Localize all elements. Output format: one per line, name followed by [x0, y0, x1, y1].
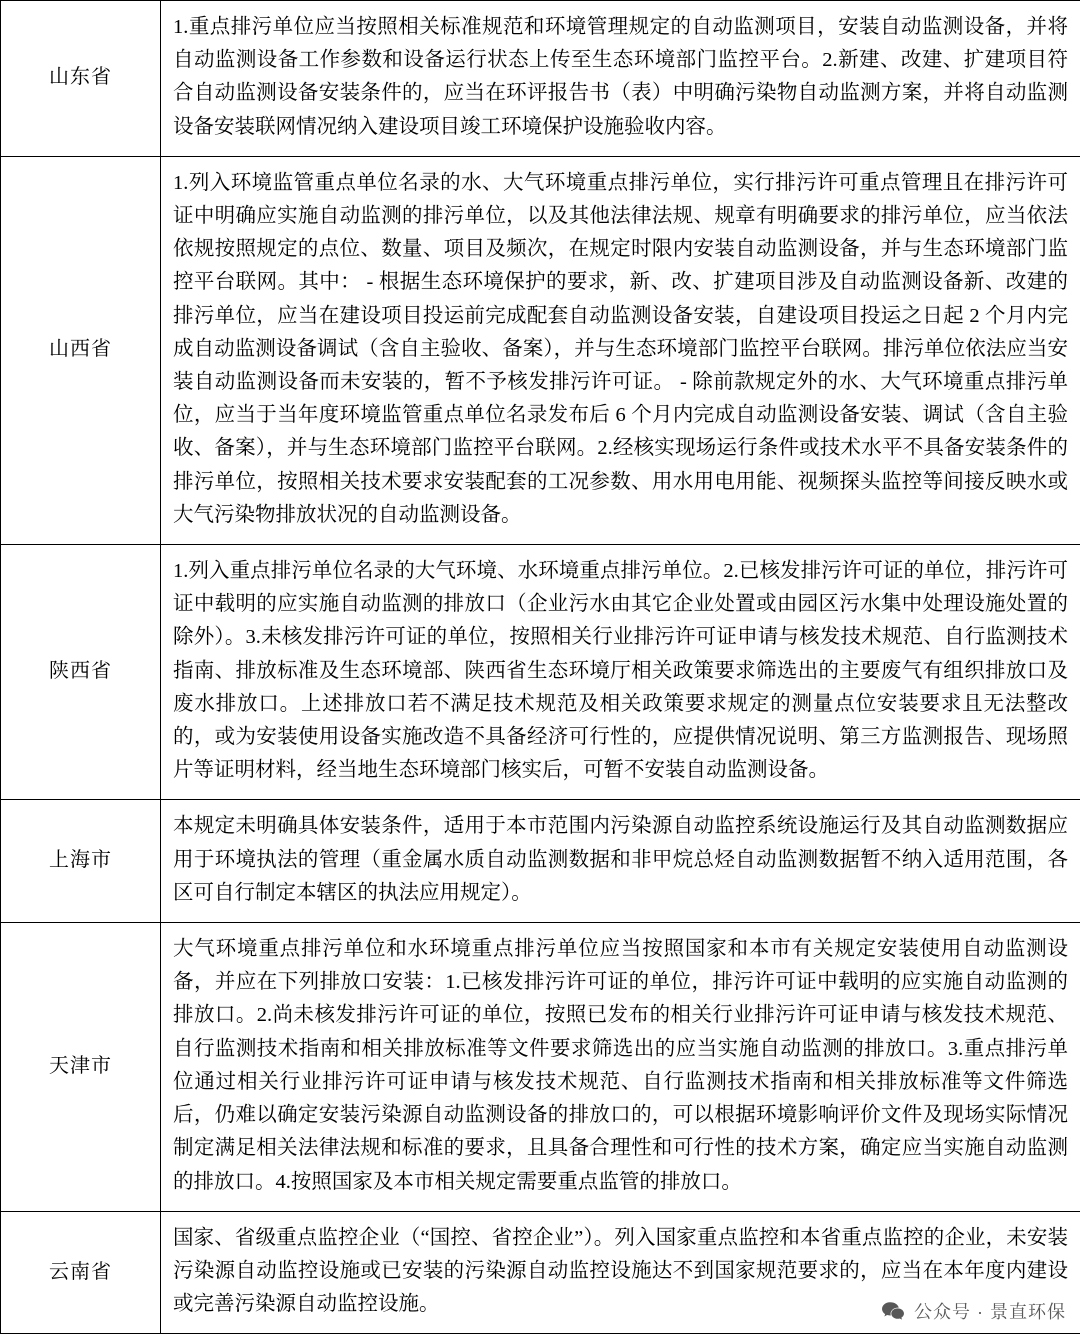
province-cell: 山西省: [1, 156, 161, 544]
content-cell: [161, 923, 1080, 1212]
table-body: [1, 1, 1080, 1334]
content-cell: [161, 545, 1080, 800]
table-row: [1, 1211, 1080, 1334]
content-text: 大气环境重点排污单位和水环境重点排污单位应当按照国家和本市有关规定安装使用自动监测设备，并应在下列排放口安装：1.已核发排污许可证的单位，排污许可证中载明的应实施自动监测的排放口。2.尚未核发排污许可证的单位，按照已发布的相关行业排污许可证申请与核发技术规范、自行监测技术指南和相关排放标准等文件要求筛选出的应当实施自动监测的排放口。3.重点排污单位通过相关行业排污许可证申请与核发技术规范、自行监测技术指南和相关排放标准等文件筛选后，仍难以确定安装污染源自动监测设备的排放口的，可以根据环境影响评价文件及现场实际情况制定满足相关法律法规和标准的要求，且具备合理性和可行性的技术方案，确定应当实施自动监测的排放口。4.按照国家及本市相关规定需要重点监管的排放口。: [173, 933, 1068, 1199]
content-text: 国家、省级重点监控企业（“国控、省控企业”）。列入国家重点监控和本省重点监控的企业，未安装污染源自动监控设施或已安装的污染源自动监控设施达不到国家规范要求的，应当在本年度内建设或完善污染源自动监控设施。: [173, 1222, 1068, 1322]
table-row: [1, 1, 1080, 157]
province-cell: 山东省: [1, 1, 161, 157]
table-row: [1, 545, 1080, 800]
content-text: 本规定未明确具体安装条件，适用于本市范围内污染源自动监控系统设施运行及其自动监测数据应用于环境执法的管理（重金属水质自动监测数据和非甲烷总烃自动监测数据暂不纳入适用范围，各区可自行制定本辖区的执法应用规定）。: [173, 810, 1068, 910]
watermark-text: 公众号 · 景直环保: [914, 1298, 1066, 1324]
content-cell: [161, 1211, 1080, 1334]
content-cell: [161, 1, 1080, 157]
table-row: [1, 156, 1080, 544]
content-text: 1.列入环境监管重点单位名录的水、大气环境重点排污单位，实行排污许可重点管理且在排污许可证中明确应实施自动监测的排污单位，以及其他法律法规、规章有明确要求的排污单位，应当依法依规按照规定的点位、数量、项目及频次，在规定时限内安装自动监测设备，并与生态环境部门监控平台联网。其中： - 根据生态环境保护的要求，新、改、扩建项目涉及自动监测设备新、改建的排污单位，应当在建设项目投运前完成配套自动监测设备安装，自建设项目投运之日起 2 个月内完成自动监测设备调试（含自主验收、备案），并与生态环境部门监控平台联网。排污单位依法应当安装自动监测设备而未安装的，暂不予核发排污许可证。 - 除前款规定外的水、大气环境重点排污单位，应当于当年度环境监管重点单位名录发布后 6 个月内完成自动监测设备安装、调试（含自主验收、备案），并与生态环境部门监控平台联网。2.经核实现场运行条件或技术水平不具备安装条件的排污单位，按照相关技术要求安装配套的工况参数、用水用电用能、视频探头监控等间接反映水或大气污染物排放状况的自动监测设备。: [173, 167, 1068, 532]
province-cell: 云南省: [1, 1211, 161, 1334]
content-text: 1.重点排污单位应当按照相关标准规范和环境管理规定的自动监测项目，安装自动监测设备，并将自动监测设备工作参数和设备运行状态上传至生态环境部门监控平台。2.新建、改建、扩建项目符合自动监测设备安装条件的，应当在环评报告书（表）中明确污染物自动监测方案，并将自动监测设备安装联网情况纳入建设项目竣工环境保护设施验收内容。: [173, 11, 1068, 144]
province-cell: 陕西省: [1, 545, 161, 800]
province-cell: 上海市: [1, 800, 161, 923]
content-cell: [161, 800, 1080, 923]
content-text: 1.列入重点排污单位名录的大气环境、水环境重点排污单位。2.已核发排污许可证的单位，排污许可证中载明的应实施自动监测的排放口（企业污水由其它企业处置或由园区污水集中处理设施处置的除外）。3.未核发排污许可证的单位，按照相关行业排污许可证申请与核发技术规范、自行监测技术指南、排放标准及生态环境部、陕西省生态环境厅相关政策要求筛选出的主要废气有组织排放口及废水排放口。上述排放口若不满足技术规范及相关政策要求规定的测量点位安装要求且无法整改的，或为安装使用设备实施改造不具备经济可行性的，应提供情况说明、第三方监测报告、现场照片等证明材料，经当地生态环境部门核实后，可暂不安装自动监测设备。: [173, 555, 1068, 787]
content-cell: [161, 156, 1080, 544]
table-row: [1, 923, 1080, 1212]
table-row: [1, 800, 1080, 923]
province-cell: 天津市: [1, 923, 161, 1212]
